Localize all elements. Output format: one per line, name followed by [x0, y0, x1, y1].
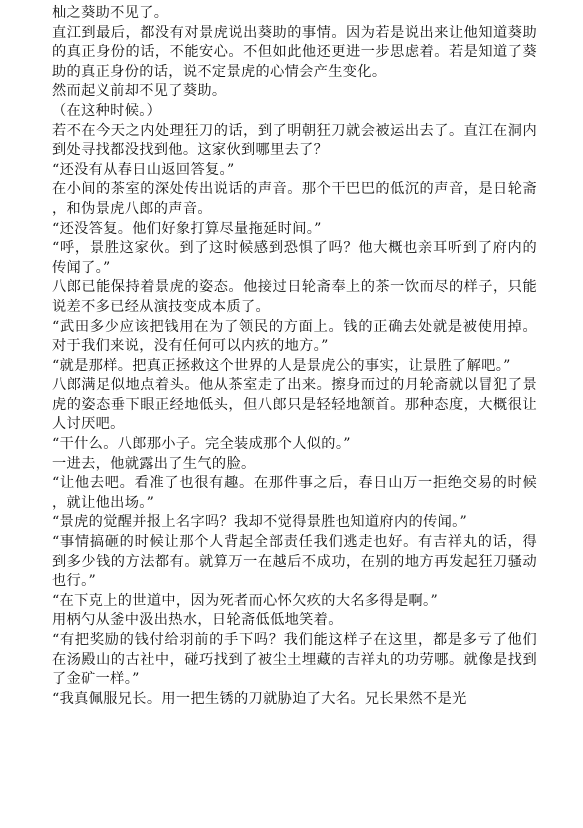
paragraph: “在下克上的世道中，因为死者而心怀欠疚的大名多得是啊。”: [52, 592, 439, 609]
paragraph: 在小间的茶室的深处传出说话的声音。那个干巴巴的低沉的声音，是日轮斋，和伪景虎八郎的声音。: [52, 181, 537, 217]
paragraph: “就是那样。把真正拯救这个世界的人是景虎公的事实，让景胜了解吧。”: [52, 357, 511, 374]
paragraph: 用柄勺从釜中汲出热水，日轮斋低低地笑着。: [52, 612, 343, 629]
paragraph: “让他去吧。看准了也很有趣。在那件事之后，春日山万一拒绝交易的时候，就让他出场。”: [52, 475, 537, 511]
paragraph: （在这种时候。）: [52, 102, 162, 119]
paragraph: “景虎的觉醒并报上名字吗？我却不觉得景胜也知道府内的传闻。”: [52, 514, 468, 531]
paragraph: “事情搞砸的时候让那个人背起全部责任我们逃走也好。有吉祥丸的话，得到多少钱的方法都有。就算万一在越后不成功，在别的地方再发起狂刀骚动也行。”: [52, 534, 537, 590]
paragraph: “武田多少应该把钱用在为了领民的方面上。钱的正确去处就是被使用掉。对于我们来说，没有任何可以内疚的地方。”: [52, 318, 537, 355]
paragraph: 杣之葵助不见了。: [52, 5, 169, 21]
paragraph: 八郎满足似地点着头。他从茶室走了出来。擦身而过的月轮斋就以冒犯了景虎的姿态垂下眼正经地低头，但八郎只是轻轻地颔首。那种态度，大概很让人讨厌吧。: [52, 377, 537, 433]
paragraph: “有把奖励的钱付给羽前的手下吗？我们能这样子在这里，都是多亏了他们在汤殿山的古社中，碰巧找到了被尘土埋藏的吉祥丸的功劳哪。就像是找到了金矿一样。”: [52, 632, 537, 688]
paragraph: “还没有从春日山返回答复。”: [52, 161, 235, 178]
paragraph: “干什么。八郎那小子。完全装成那个人似的。”: [52, 436, 351, 453]
paragraph: 若不在今天之内处理狂刀的话，到了明朝狂刀就会被运出去了。直江在洞内到处寻找都没找到他。这家伙到哪里去了？: [52, 122, 537, 159]
paragraph: “还没答复。他们好象打算尽量拖延时间。”: [52, 220, 322, 237]
paragraph: “我真佩服兄长。用一把生锈的刀就胁迫了大名。兄长果然不是光: [52, 690, 467, 707]
paragraph: “呼，景胜这家伙。到了这时候感到恐惧了吗？他大概也亲耳听到了府内的传闻了。”: [52, 240, 537, 276]
paragraph: 然而起义前却不见了葵助。: [52, 83, 227, 100]
paragraph: 八郎已能保持着景虎的姿态。他接过日轮斋奉上的茶一饮而尽的样子，只能说差不多已经从演技变成本质了。: [52, 279, 537, 315]
paragraph: 直江到最后，都没有对景虎说出葵助的事情。因为若是说出来让他知道葵助的真正身份的话，不能安心。不但如此他还更进一步思虑着。若是知道了葵助的真正身份的话，说不定景虎的心情会产生变化。: [52, 24, 537, 80]
paragraph: 一进去，他就露出了生气的脸。: [52, 455, 256, 472]
